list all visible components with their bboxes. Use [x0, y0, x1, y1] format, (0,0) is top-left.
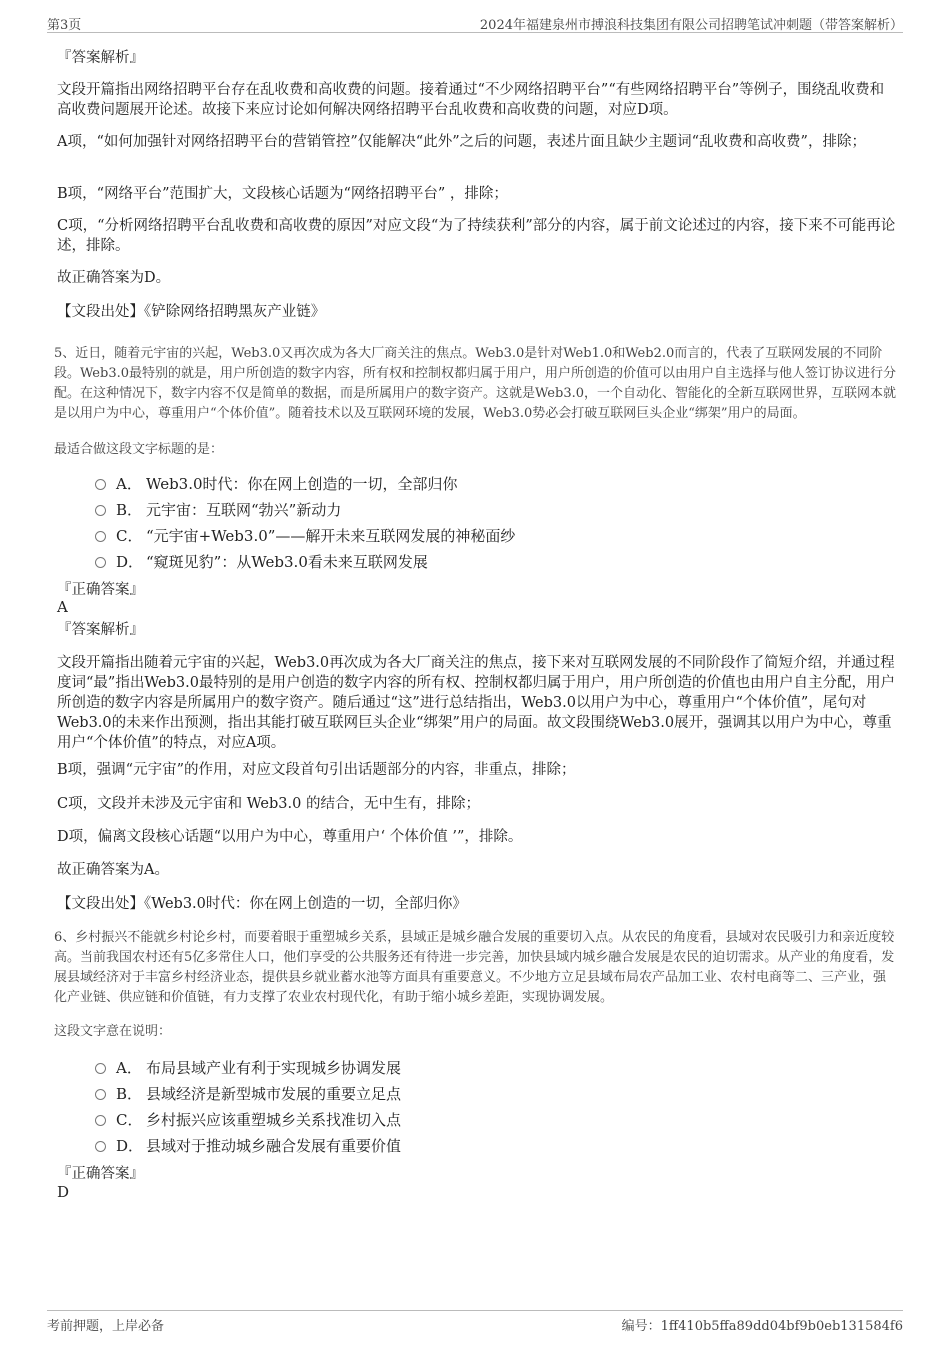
q6-answer-label: 『正确答案』 — [57, 1166, 144, 1182]
q5-question: 最适合做这段文字标题的是： — [54, 442, 224, 457]
radio-button[interactable] — [95, 1141, 106, 1152]
q6-option-b[interactable]: B． 县域经济是新型城市发展的重要立足点 — [95, 1084, 401, 1104]
q5-analysis-para: 文段开篇指出随着元宇宙的兴起，Web3.0再次成为各大厂商关注的焦点，接下来对互联网发展的不同阶段作了简短介绍，并通过程度词“最”指出Web3.0最特别的是用户创造的数字内容的所有权、控制权都归属于用户，用户所创造的价值也由用户自主分配，用户所创造的数字内容是所属用户的数字资产。随后通过“这”进行总结指出，Web3.0以用户为中心，尊重用户“个体价值”，尾句对Web3.0的未来作出预测，指出其能打破互联网巨头企业“绑架”用户的局面。故文段围绕Web3.0展开，强调其以用户为中心，尊重用户“个体价值”的特点，对应A项。 — [57, 655, 895, 751]
q4-analysis-option-b: B项，“网络平台”范围扩大，文段核心话题为“网络招聘平台” ，排除； — [57, 186, 508, 202]
q4-analysis-para: 文段开篇指出网络招聘平台存在乱收费和高收费的问题。接着通过“不少网络招聘平台”“有些网络招聘平台”等例子，围绕乱收费和高收费问题展开论述。故接下来应讨论如何解决网络招聘平台乱收费和高收费的问题，对应D项。 — [57, 82, 885, 118]
q5-option-b[interactable]: B． 元宇宙：互联网“勃兴”新动力 — [95, 500, 341, 520]
q5-option-a[interactable]: A． Web3.0时代：你在网上创造的一切，全部归你 — [95, 474, 458, 494]
q6-option-d[interactable]: D． 县域对于推动城乡融合发展有重要价值 — [95, 1136, 401, 1156]
q6-answer: D — [57, 1183, 70, 1201]
radio-button[interactable] — [95, 1089, 106, 1100]
q5-answer-label: 『正确答案』 — [57, 582, 144, 598]
q4-source: 【文段出处】《铲除网络招聘黑灰产业链》 — [57, 304, 326, 320]
q6-question: 这段文字意在说明： — [54, 1024, 172, 1039]
radio-button[interactable] — [95, 1063, 106, 1074]
radio-button[interactable] — [95, 479, 106, 490]
q5-option-d[interactable]: D． “窥斑见豹”：从Web3.0看未来互联网发展 — [95, 552, 428, 572]
q4-analysis-option-c: C项，“分析网络招聘平台乱收费和高收费的原因”对应文段“为了持续获利”部分的内容，属于前文论述过的内容，接下来不可能再论述，排除。 — [57, 218, 896, 254]
radio-button[interactable] — [95, 1115, 106, 1126]
q5-stem: 5、近日，随着元宇宙的兴起，Web3.0又再次成为各大厂商关注的焦点。Web3.0是针对Web1.0和Web2.0而言的，代表了互联网发展的不同阶段。Web3.0最特别的就是，用户所创造的数字内容，所有权和控制权都归属于用户，用户所创造的价值可以由用户自主选择与他人签订协议进行分配。在这种情况下，数字内容不仅是简单的数据，而是所属用户的数字资产。这就是Web3.0，一个自动化、智能化的全新互联网世界，互联网本就是以用户为中心，尊重用户“个体价值”。随着技术以及互联网环境的发展，Web3.0势必会打破互联网巨头企业“绑架”用户的局面。 — [54, 346, 896, 421]
q5-analysis-option-d: D项，偏离文段核心话题“以用户为中心，尊重用户‘ 个体价值 ’”，排除。 — [57, 829, 523, 845]
q6-option-c[interactable]: C． 乡村振兴应该重塑城乡关系找准切入点 — [95, 1110, 401, 1130]
radio-button[interactable] — [95, 557, 106, 568]
q5-option-c[interactable]: C． “元宇宙+Web3.0”——解开未来互联网发展的神秘面纱 — [95, 526, 515, 546]
q4-conclusion: 故正确答案为D。 — [57, 270, 171, 286]
q6-stem: 6、乡村振兴不能就乡村论乡村，而要着眼于重塑城乡关系，县域正是城乡融合发展的重要切入点。从农民的角度看，县域对农民吸引力和亲近度较高。当前我国农村还有5亿多常住人口，他们享受的公共服务还有待进一步完善，加快县域内城乡融合发展是农民的迫切需求。从产业的角度看，发展县域经济对于丰富乡村经济业态，提供县乡就业蓄水池等方面具有重要意义。不少地方立足县域布局农产品加工业、农村电商等二、三产业，强化产业链、供应链和价值链，有力支撑了农业农村现代化，有助于缩小城乡差距，实现协调发展。 — [54, 930, 895, 1005]
document-serial: 编号：1ff410b5ffa89dd04bf9b0eb131584f6 — [621, 1319, 903, 1334]
q5-analysis-label: 『答案解析』 — [57, 622, 144, 638]
page-header — [47, 12, 903, 33]
radio-button[interactable] — [95, 531, 106, 542]
q4-analysis-label: 『答案解析』 — [57, 50, 144, 66]
q5-conclusion: 故正确答案为A。 — [57, 862, 169, 878]
footer-slogan: 考前押题，上岸必备 — [47, 1319, 165, 1334]
document-title: 2024年福建泉州市搏浪科技集团有限公司招聘笔试冲刺题（带答案解析） — [479, 18, 903, 33]
q5-source: 【文段出处】《Web3.0时代：你在网上创造的一切，全部归你》 — [57, 896, 467, 912]
q4-analysis-option-a: A项，“如何加强针对网络招聘平台的营销管控”仅能解决“此外”之后的问题，表述片面且缺少主题词“乱收费和高收费”，排除； — [57, 134, 866, 150]
page-footer — [47, 1310, 903, 1333]
q5-analysis-option-b: B项，强调“元宇宙”的作用，对应文段首句引出话题部分的内容，非重点，排除； — [57, 762, 576, 778]
q5-analysis-option-c: C项，文段并未涉及元宇宙和 Web3.0 的结合，无中生有，排除； — [57, 796, 480, 812]
page-number: 第3页 — [47, 18, 82, 33]
q6-option-a[interactable]: A． 布局县域产业有利于实现城乡协调发展 — [95, 1058, 401, 1078]
q5-answer: A — [57, 598, 68, 616]
radio-button[interactable] — [95, 505, 106, 516]
